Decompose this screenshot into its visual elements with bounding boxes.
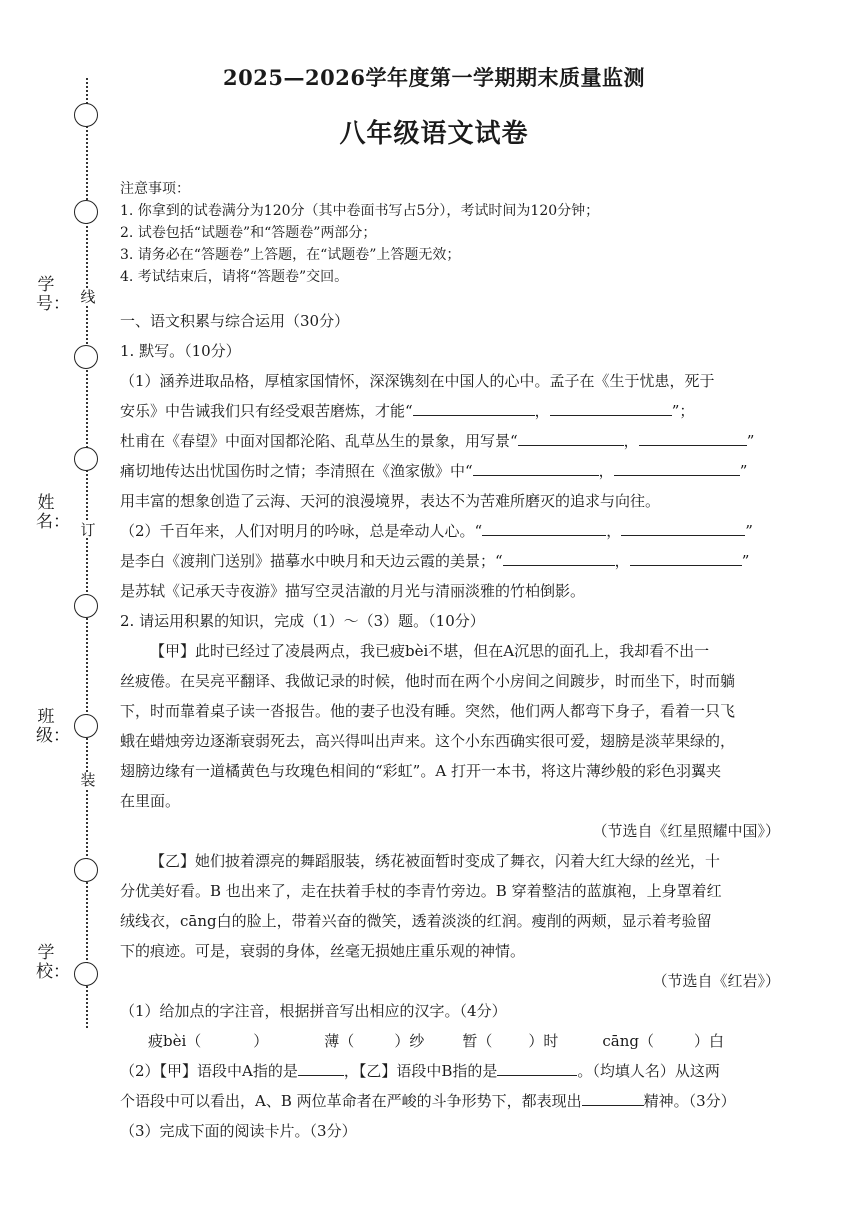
q1-p1-line3: 杜甫在《春望》中面对国都沦陷、乱草丛生的景象，用写景“ ， ” bbox=[120, 426, 780, 456]
exam-subtitle: 八年级语文试卷 bbox=[339, 119, 529, 149]
answer-blank[interactable] bbox=[639, 429, 747, 446]
q1-p2-line3: 是苏轼《记承天寺夜游》描写空灵洁澈的月光与清丽淡雅的竹柏倒影。 bbox=[120, 582, 586, 600]
answer-blank[interactable] bbox=[482, 519, 606, 536]
pinyin-answer-space[interactable] bbox=[354, 1026, 394, 1056]
answer-blank[interactable] bbox=[298, 1059, 344, 1076]
bind-staple-label: 订 bbox=[80, 521, 96, 539]
binding-hole-icon bbox=[74, 714, 98, 738]
exam-title: 2025—2026学年度第一学期期末质量监测 bbox=[223, 65, 645, 90]
yi-line: 绒线衣，cāng白的脸上，带着兴奋的微笑，透着淡淡的红润。瘦削的两颊，显示着考验留 bbox=[120, 912, 712, 930]
jia-line: 【甲】此时已经过了凌晨两点，我已疲bèi不堪，但在A沉思的面孔上，我却看不出一 bbox=[150, 642, 710, 660]
jia-source: （节选自《红星照耀中国》） bbox=[592, 822, 780, 840]
notice-block bbox=[120, 178, 820, 288]
q1-p2-line1: （2）千百年来，人们对明月的吟咏，总是牵动人心。“ ， ” bbox=[120, 516, 780, 546]
q1-p2-line2: 是李白《渡荆门送别》描摹水中映月和天边云霞的美景；“ ， ” bbox=[120, 546, 780, 576]
answer-blank[interactable] bbox=[621, 519, 745, 536]
q1-p1-line4: 痛切地传达出忧国伤时之情；李清照在《渔家傲》中“ ， ” bbox=[120, 456, 780, 486]
q2-sub2-line1: （2）【甲】语段中A指的是 ，【乙】语段中B指的是 。（均填人名）从这两 bbox=[120, 1056, 780, 1086]
q1-p1-line5: 用丰富的想象创造了云海、天河的浪漫境界，表达不为苦难所磨灭的追求与向往。 bbox=[120, 492, 661, 510]
name-label: 姓名： bbox=[36, 493, 70, 532]
binding-hole-icon bbox=[74, 200, 98, 224]
answer-blank[interactable] bbox=[630, 549, 742, 566]
pinyin-answer-space[interactable] bbox=[201, 1026, 253, 1056]
jia-line: 在里面。 bbox=[120, 792, 181, 810]
jia-line: 丝疲倦。在吴亮平翻译、我做记录的时候，他时而在两个小房间之间踱步，时而坐下，时而躺 bbox=[120, 672, 736, 690]
class-label: 班级： bbox=[36, 707, 70, 746]
q2-sub1-items: 疲bèi（ ） 薄（ ）纱 暂（ ）时 cāng（ ）白 bbox=[120, 1026, 780, 1056]
section-heading: 一、语文积累与综合运用（30分） bbox=[120, 312, 350, 330]
yi-line: 分优美好看。B 也出来了，走在扶着手杖的李青竹旁边。B 穿着整洁的蓝旗袍，上身罩着红 bbox=[120, 882, 722, 900]
answer-blank[interactable] bbox=[614, 459, 740, 476]
answer-blank[interactable] bbox=[503, 549, 615, 566]
jia-line: 下，时而靠着桌子读一沓报告。他的妻子也没有睡。突然，他们两人都弯下身子，看着一只飞 bbox=[120, 702, 736, 720]
char-answer-space[interactable] bbox=[654, 1026, 694, 1056]
jia-line: 蛾在蜡烛旁边逐渐衰弱死去，高兴得叫出声来。这个小东西确实很可爱，翅膀是淡苹果绿的， bbox=[120, 732, 736, 750]
q1-p1-line1: （1）涵养进取品格，厚植家国情怀，深深镌刻在中国人的心中。孟子在《生于忧患，死于 bbox=[120, 372, 715, 390]
notice-item: 2. 试卷包括“试题卷”和“答题卷”两部分； bbox=[120, 225, 377, 241]
notice-item: 3. 请务必在“答题卷”上答题，在“试题卷”上答题无效； bbox=[120, 247, 461, 263]
school-label: 学校： bbox=[36, 943, 70, 982]
bind-bind-label: 装 bbox=[80, 771, 96, 789]
student-id-label: 学号： bbox=[36, 275, 70, 314]
q2-sub2-line2: 个语段中可以看出，A、B 两位革命者在严峻的斗争形势下，都表现出 精神。（3分） bbox=[120, 1086, 780, 1116]
notice-heading: 注意事项： bbox=[120, 181, 190, 197]
q2-sub1: （1）给加点的字注音，根据拼音写出相应的汉字。（4分） bbox=[120, 1002, 507, 1020]
section1 bbox=[120, 306, 780, 1146]
answer-blank[interactable] bbox=[550, 399, 672, 416]
yi-line: 下的痕迹。可是，衰弱的身体，丝毫无损她庄重乐观的神情。 bbox=[120, 942, 526, 960]
answer-blank[interactable] bbox=[518, 429, 624, 446]
bind-line-label: 线 bbox=[80, 288, 96, 306]
yi-line: 【乙】她们披着漂亮的舞蹈服装，绣花被面暂时变成了舞衣，闪着大红大绿的丝光，十 bbox=[150, 852, 721, 870]
yi-source: （节选自《红岩》） bbox=[652, 972, 780, 990]
q2-title: 2. 请运用积累的知识，完成（1）～（3）题。（10分） bbox=[120, 612, 485, 630]
q2-sub3: （3）完成下面的阅读卡片。（3分） bbox=[120, 1122, 357, 1140]
notice-item: 4. 考试结束后，请将“答题卷”交回。 bbox=[120, 269, 349, 285]
answer-blank[interactable] bbox=[473, 459, 599, 476]
binding-hole-icon bbox=[74, 962, 98, 986]
q1-title: 1. 默写。（10分） bbox=[120, 342, 241, 360]
q1-p1-line2: 安乐》中告诫我们只有经受艰苦磨炼，才能“ ， ”； bbox=[120, 396, 780, 426]
binding-hole-icon bbox=[74, 594, 98, 618]
answer-blank[interactable] bbox=[497, 1059, 577, 1076]
notice-item: 1. 你拿到的试卷满分为120分（其中卷面书写占5分），考试时间为120分钟； bbox=[120, 203, 600, 219]
answer-blank[interactable] bbox=[582, 1089, 644, 1106]
answer-blank[interactable] bbox=[413, 399, 535, 416]
pinyin-answer-space[interactable] bbox=[492, 1026, 528, 1056]
binding-hole-icon bbox=[74, 447, 98, 471]
binding-hole-icon bbox=[74, 345, 98, 369]
binding-hole-icon bbox=[74, 858, 98, 882]
jia-line: 翅膀边缘有一道橘黄色与玫瑰色相间的“彩虹”。A 打开一本书，将这片薄纱般的彩色羽翼夹 bbox=[120, 762, 721, 780]
